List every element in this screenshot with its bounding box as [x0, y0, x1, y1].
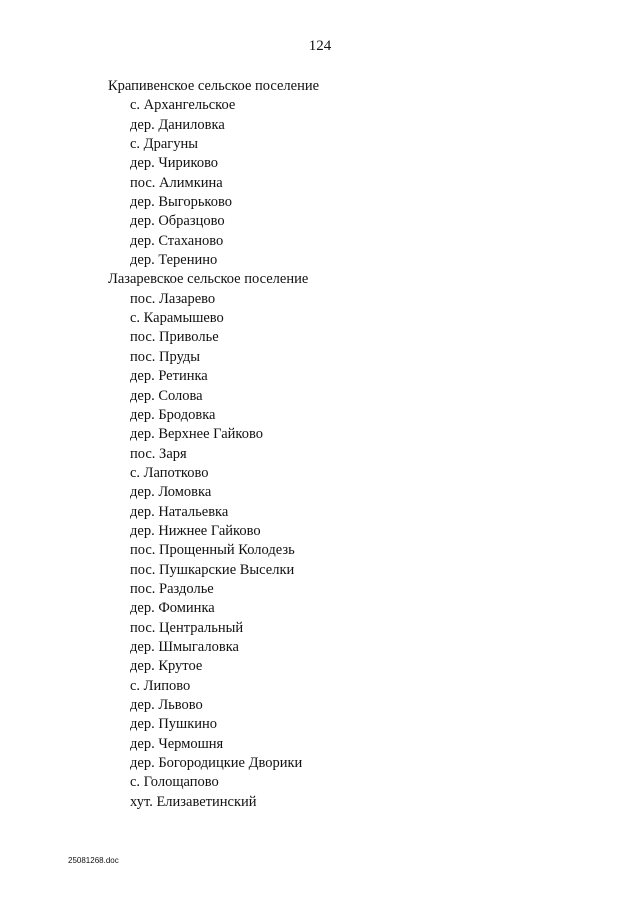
list-item: пос. Алимкина — [130, 174, 223, 191]
list-item: дер. Львово — [130, 697, 203, 713]
list-item: дер. Образцово — [130, 213, 225, 230]
list-item: с. Архангельское — [130, 97, 236, 114]
list-item: с. Голощапово — [130, 774, 219, 791]
document-filename: 25081268.doc — [68, 856, 119, 865]
list-item: пос. Раздолье — [130, 580, 214, 597]
list-item: с. Лапотково — [130, 464, 209, 481]
list-item: дер. Ломовка — [130, 484, 212, 501]
list-item: дер. Пушкино — [130, 716, 218, 733]
list-item: дер. Крутое — [130, 658, 203, 675]
list-item: дер. Солова — [130, 387, 203, 404]
section-title: Крапивенское сельское поселение — [108, 78, 320, 94]
list-item: дер. Бродовка — [130, 406, 216, 423]
list-item: дер. Выгорьково — [130, 194, 232, 211]
list-item: дер. Натальевка — [130, 503, 229, 520]
section-title: Лазаревское сельское поселение — [108, 271, 309, 288]
list-item: пос. Приволье — [130, 329, 219, 346]
list-item: дер. Нижнее Гайково — [130, 522, 261, 539]
list-item: пос. Пушкарские Выселки — [130, 561, 295, 578]
list-item: пос. Центральный — [130, 619, 244, 636]
list-item: с. Липово — [130, 677, 191, 694]
settlement-list — [108, 77, 319, 812]
list-item: дер. Фоминка — [130, 600, 215, 617]
list-item: пос. Заря — [130, 445, 187, 462]
list-item: хут. Елизаветинский — [130, 793, 257, 810]
page-number: 124 — [308, 38, 332, 54]
list-item: дер. Чириково — [130, 155, 219, 172]
list-item: дер. Даниловка — [130, 116, 225, 133]
list-item: дер. Шмыгаловка — [130, 638, 239, 655]
list-item: дер. Верхнее Гайково — [130, 426, 263, 443]
list-item: дер. Стаханово — [130, 232, 224, 249]
list-item: дер. Чермошня — [130, 735, 224, 752]
list-item: пос. Лазарево — [130, 290, 216, 307]
list-item: дер. Ретинка — [130, 368, 208, 385]
list-item: с. Драгуны — [130, 136, 198, 153]
list-item: дер. Теренино — [130, 252, 218, 269]
section-krapivenskoe — [108, 77, 319, 270]
list-item: пос. Пруды — [130, 348, 201, 365]
list-item: с. Карамышево — [130, 310, 224, 327]
list-item: дер. Богородицкие Дворики — [130, 755, 303, 772]
list-item: пос. Прощенный Колодезь — [130, 542, 295, 559]
section-lazarevskoe — [108, 270, 319, 812]
